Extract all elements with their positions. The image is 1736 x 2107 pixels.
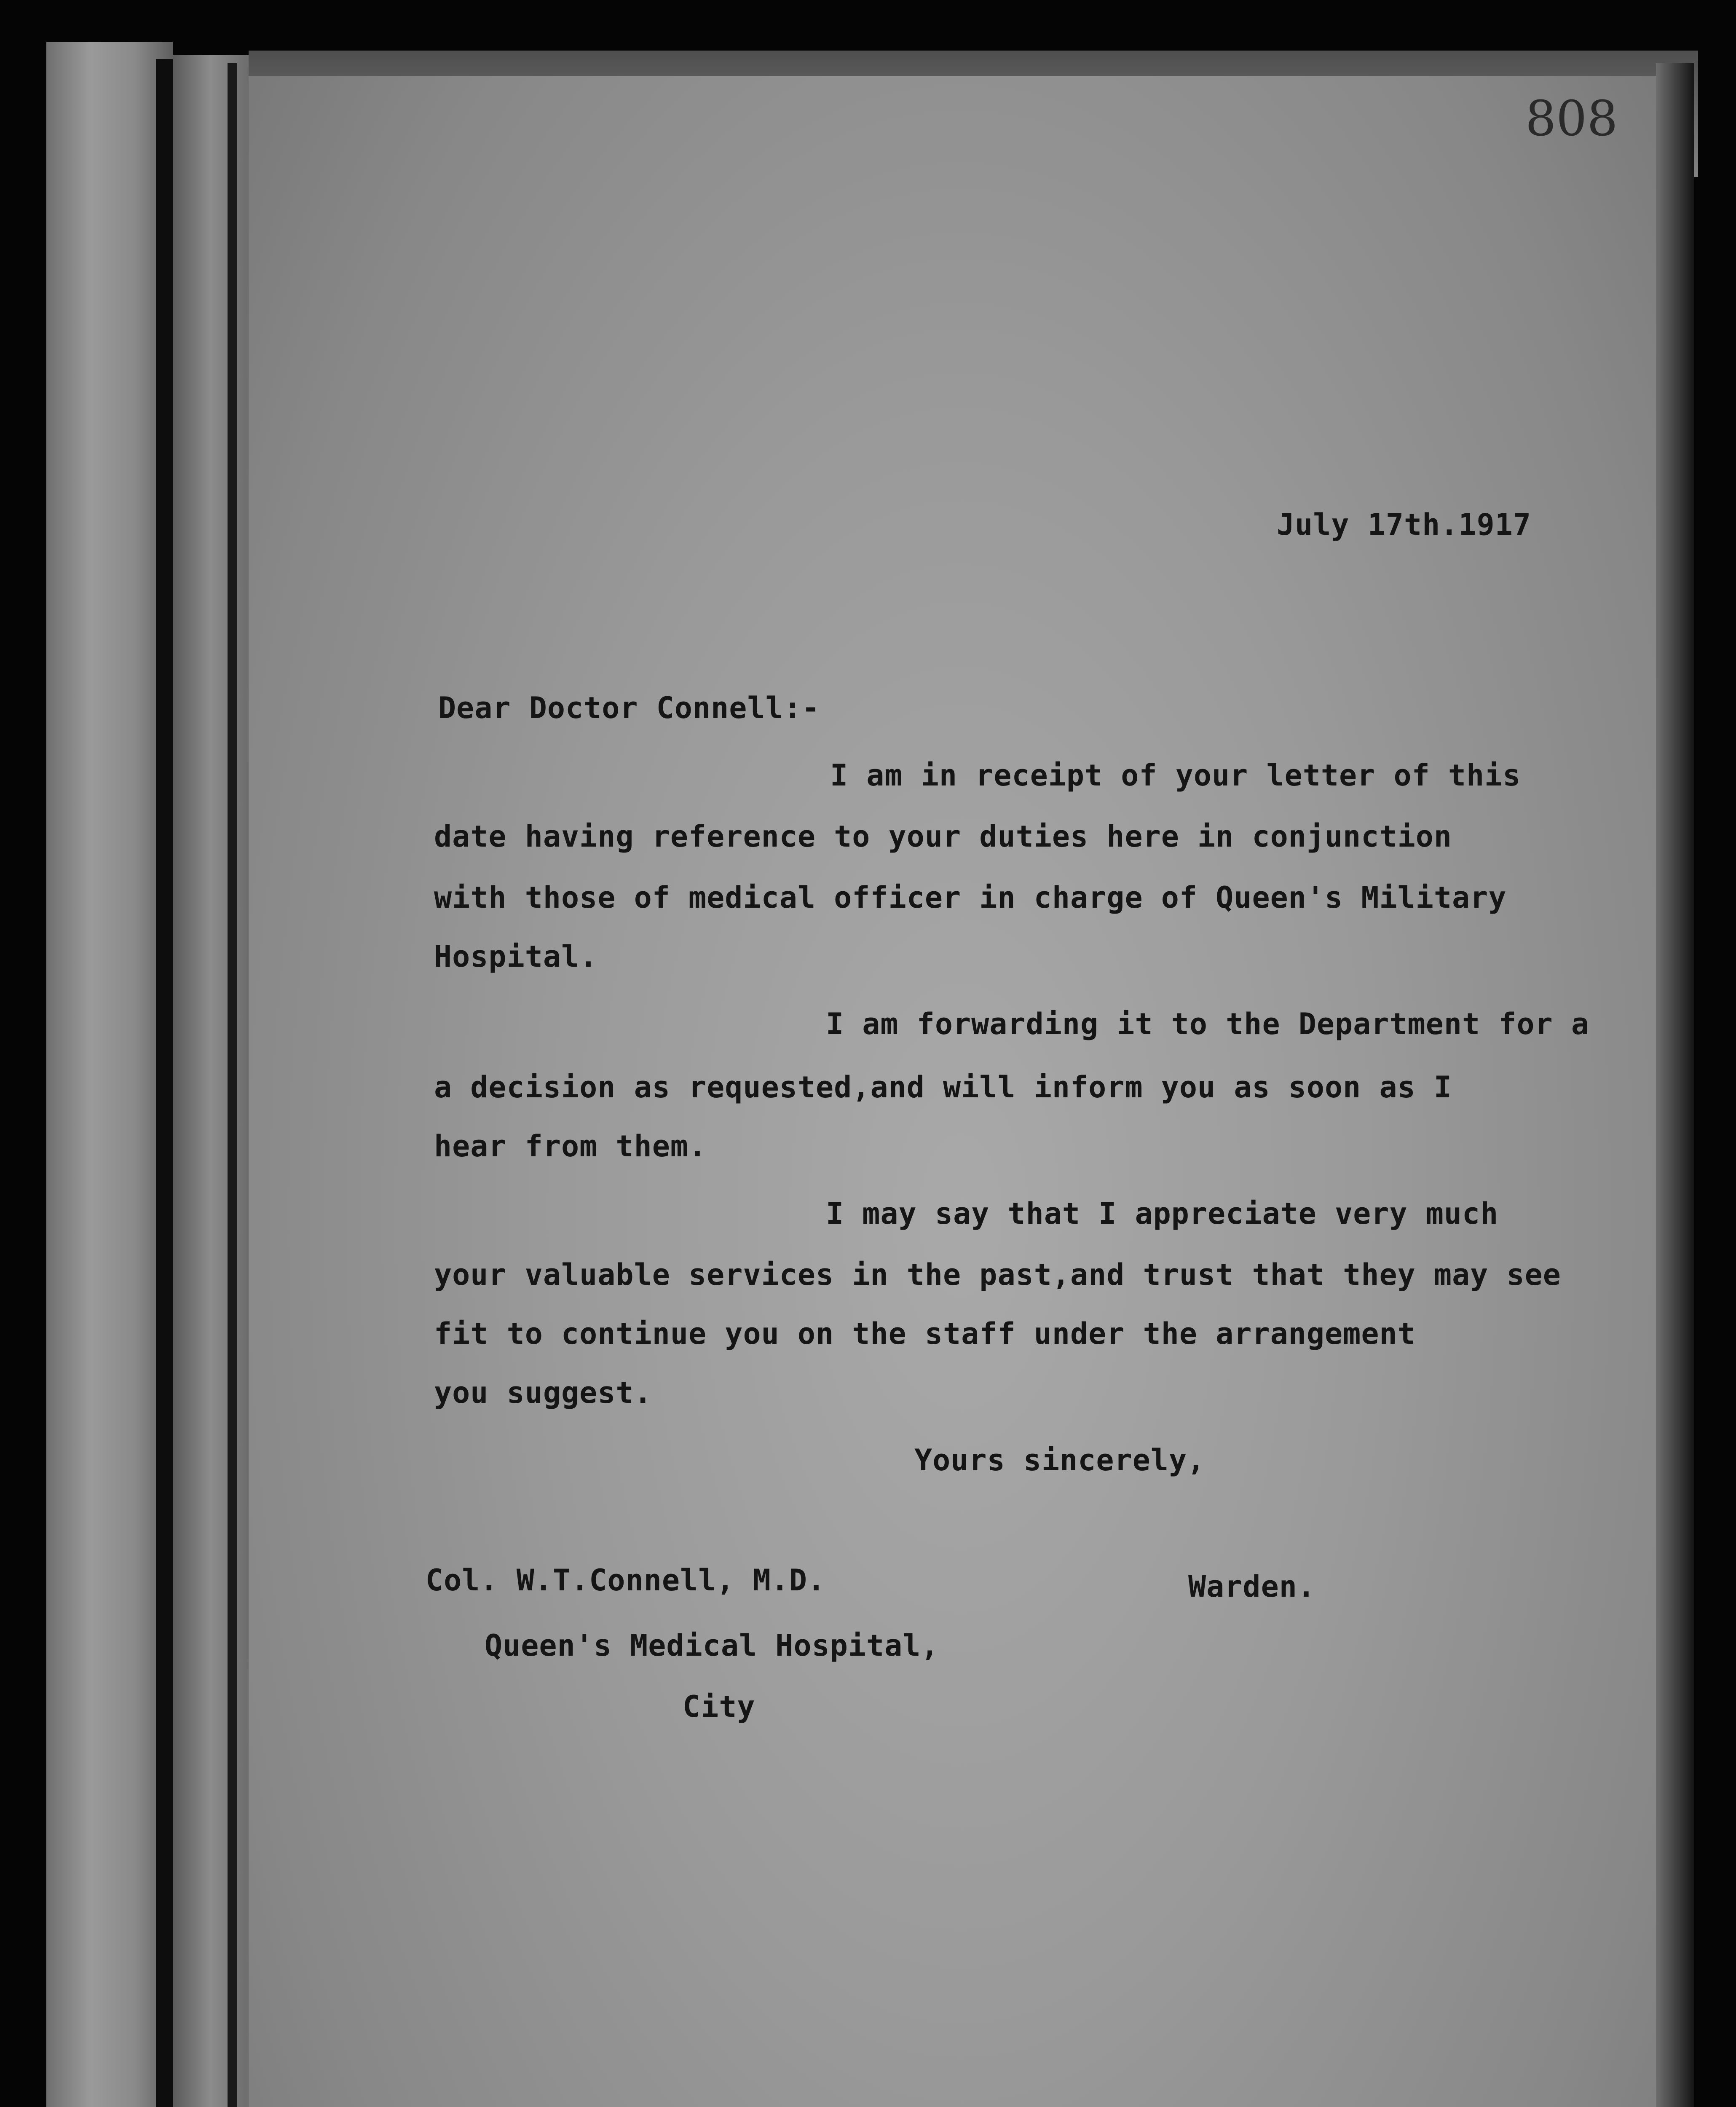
binding-shadow bbox=[156, 59, 173, 2107]
addressee-institution: Queen's Medical Hospital, bbox=[485, 1628, 939, 1663]
body-line: hear from them. bbox=[434, 1129, 707, 1163]
addressee-city: City bbox=[683, 1689, 755, 1724]
body-line: fit to continue you on the staff under the arrangement bbox=[434, 1316, 1416, 1351]
body-line: Hospital. bbox=[434, 939, 598, 974]
body-line: with those of medical officer in charge of Queen's Military bbox=[434, 880, 1507, 915]
page-number: 808 bbox=[1525, 91, 1618, 147]
body-line: I am forwarding it to the Department for a bbox=[826, 1007, 1590, 1041]
body-line: I am in receipt of your letter of this bbox=[830, 758, 1521, 793]
folded-sheet-edge bbox=[173, 55, 249, 2107]
binding-strip bbox=[46, 42, 173, 2107]
sheet-divider-line bbox=[228, 63, 237, 2107]
salutation: Dear Doctor Connell:- bbox=[438, 691, 820, 725]
letter-date: July 17th.1917 bbox=[1277, 507, 1532, 542]
closing: Yours sincerely, bbox=[914, 1443, 1206, 1477]
sheet-right-edge bbox=[1656, 63, 1694, 2107]
body-line: your valuable services in the past,and trust that they may see bbox=[434, 1257, 1561, 1292]
signature-title: Warden. bbox=[1188, 1569, 1316, 1604]
body-line: you suggest. bbox=[434, 1375, 652, 1410]
addressee-name: Col. W.T.Connell, M.D. bbox=[426, 1563, 826, 1598]
body-line: date having reference to your duties here in conjunction bbox=[434, 819, 1452, 854]
body-line: a decision as requested,and will inform you as soon as I bbox=[434, 1070, 1452, 1104]
body-line: I may say that I appreciate very much bbox=[826, 1196, 1499, 1231]
